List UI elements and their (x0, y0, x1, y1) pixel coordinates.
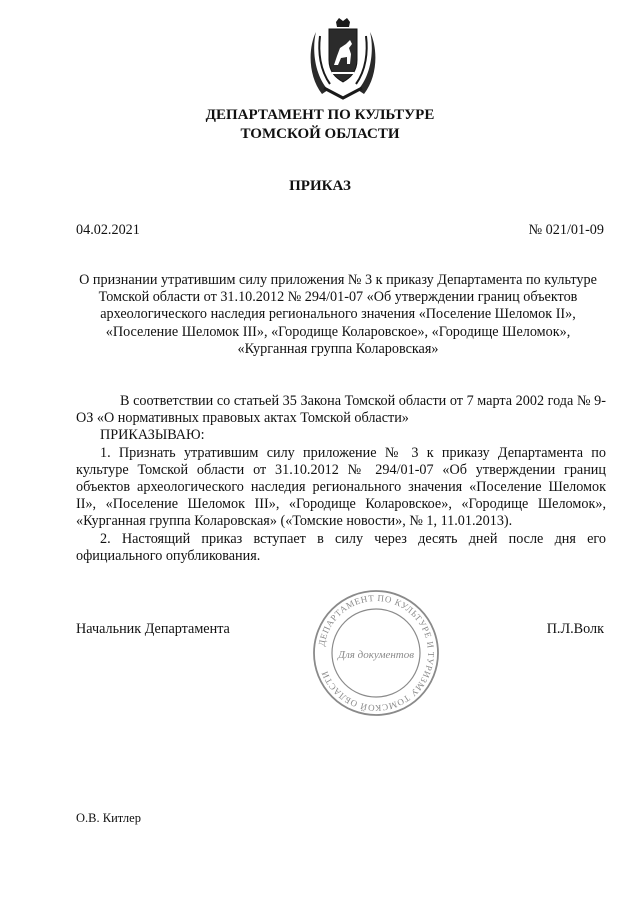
executor-name: О.В. Китлер (76, 811, 141, 825)
signer-position: Начальник Департамента (76, 621, 230, 637)
stamp-center-text: Для документов (337, 649, 415, 661)
official-stamp (311, 588, 441, 718)
document-date: 04.02.2021 (76, 222, 140, 238)
preamble-paragraph: В соответствии со статьей 35 Закона Томской области от 7 марта 2002 года № 9-ОЗ «О нормативных правовых актах Томской области» (76, 393, 606, 427)
coat-of-arms-icon (310, 18, 376, 100)
document-type-title: ПРИКАЗ (289, 178, 351, 194)
stamp-ring-text: ДЕПАРТАМЕНТ ПО КУЛЬТУРЕ И ТУРИЗМУ ТОМСКОЙ ОБЛАСТИ (316, 592, 437, 714)
document-number: № 021/01-09 (528, 222, 604, 238)
order-item-2: 2. Настоящий приказ вступает в силу через десять дней после дня его официального опубликования. (76, 530, 606, 564)
organization-name-line2: ТОМСКОЙ ОБЛАСТИ (240, 126, 400, 142)
signer-name: П.Л.Волк (546, 621, 604, 637)
organization-name-line1: ДЕПАРТАМЕНТ ПО КУЛЬТУРЕ (205, 107, 435, 123)
document-body (76, 393, 606, 565)
command-word: ПРИКАЗЫВАЮ: (100, 427, 205, 444)
document-subject: О признании утратившим силу приложения № 3 к приказу Департамента по культуре Томской области от 31.10.2012 № 294/01-07 «Об утверждении границ объектов археологического наследия регионального значения «Поселение Шеломок II», «Поселение Шеломок III», «Городище Коларовское», «Городище Шеломок», «Курганная группа Коларовская» (79, 272, 597, 357)
order-item-1: 1. Признать утратившим силу приложение № 3 к приказу Департамента по культуре Томской области от 31.10.2012 № 294/01-07 «Об утверждении границ объектов археологического наследия регионального значения «Поселение Шеломок II», «Поселение Шеломок III», «Городище Коларовское», «Городище Шеломок», «Курганная группа Коларовская» («Томские новости», № 1, 11.01.2013). (76, 444, 606, 530)
